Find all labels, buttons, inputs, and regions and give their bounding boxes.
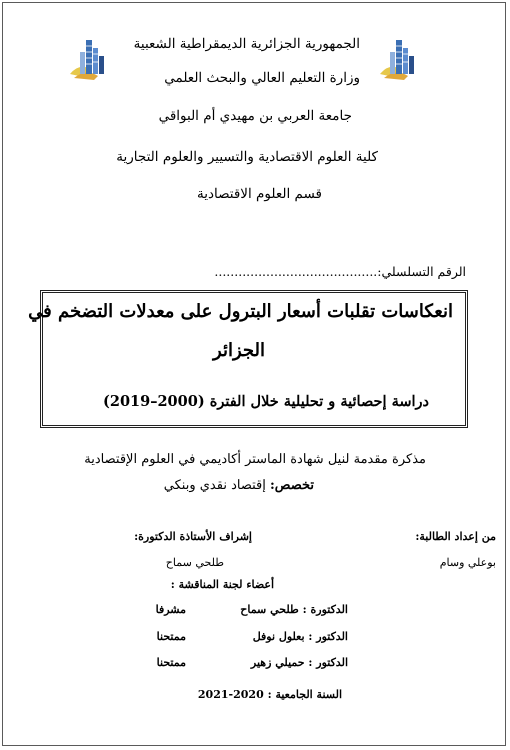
thesis-subtitle: دراسة إحصائية و تحليلية خلال الفترة (2000–2019)	[102, 393, 429, 410]
thesis-title-line1: انعكاسات تقلبات أسعار البترول على معدلات التضخم في	[28, 301, 453, 322]
committee-member-role: مشرفا	[155, 603, 186, 616]
specialty-value: إقتصاد نقدي وبنكي	[163, 478, 270, 493]
thesis-title-line2: الجزائر	[213, 340, 265, 361]
title-box	[28, 290, 468, 428]
committee-member-name: الدكتور : بعلول نوفل	[252, 630, 348, 643]
university-logo-right-icon	[378, 34, 420, 82]
university-name: جامعة العربي بن مهيدي أم البواقي	[158, 108, 352, 124]
supervisor-name: طلحي سماح	[165, 556, 224, 569]
specialty	[164, 478, 314, 493]
committee-member-role: ممتحنا	[156, 656, 186, 669]
committee-member-name: الدكتور : حميلي زهير	[250, 656, 348, 669]
supervisor-label: إشراف الأستاذة الدكتورة:	[134, 530, 252, 543]
specialty-label: تخصص:	[269, 478, 314, 493]
university-logo-left-icon	[68, 34, 110, 82]
committee-label: أعضاء لجنة المناقشة :	[170, 578, 274, 591]
committee-member-name: الدكتورة : طلحي سماح	[240, 603, 348, 616]
republic-name: الجمهورية الجزائرية الديمقراطية الشعبية	[133, 36, 360, 52]
serial-number-dots: :.........................................	[214, 264, 382, 279]
memo-description: مذكرة مقدمة لنيل شهادة الماستر أكاديمي في العلوم الإقتصادية	[84, 452, 426, 467]
department-name: قسم العلوم الاقتصادية	[196, 186, 322, 202]
ministry-name: وزارة التعليم العالي والبحث العلمي	[164, 70, 360, 86]
faculty-name: كلية العلوم الاقتصادية والتسيير والعلوم التجارية	[116, 149, 378, 165]
serial-number-label: الرقم التسلسلي:.........................................	[214, 264, 466, 279]
student-name: بوعلي وسام	[439, 556, 496, 569]
student-label: من إعداد الطالبة:	[415, 530, 496, 543]
academic-year: السنة الجامعية : 2020-2021	[197, 688, 342, 701]
committee-member-role: ممتحنا	[156, 630, 186, 643]
